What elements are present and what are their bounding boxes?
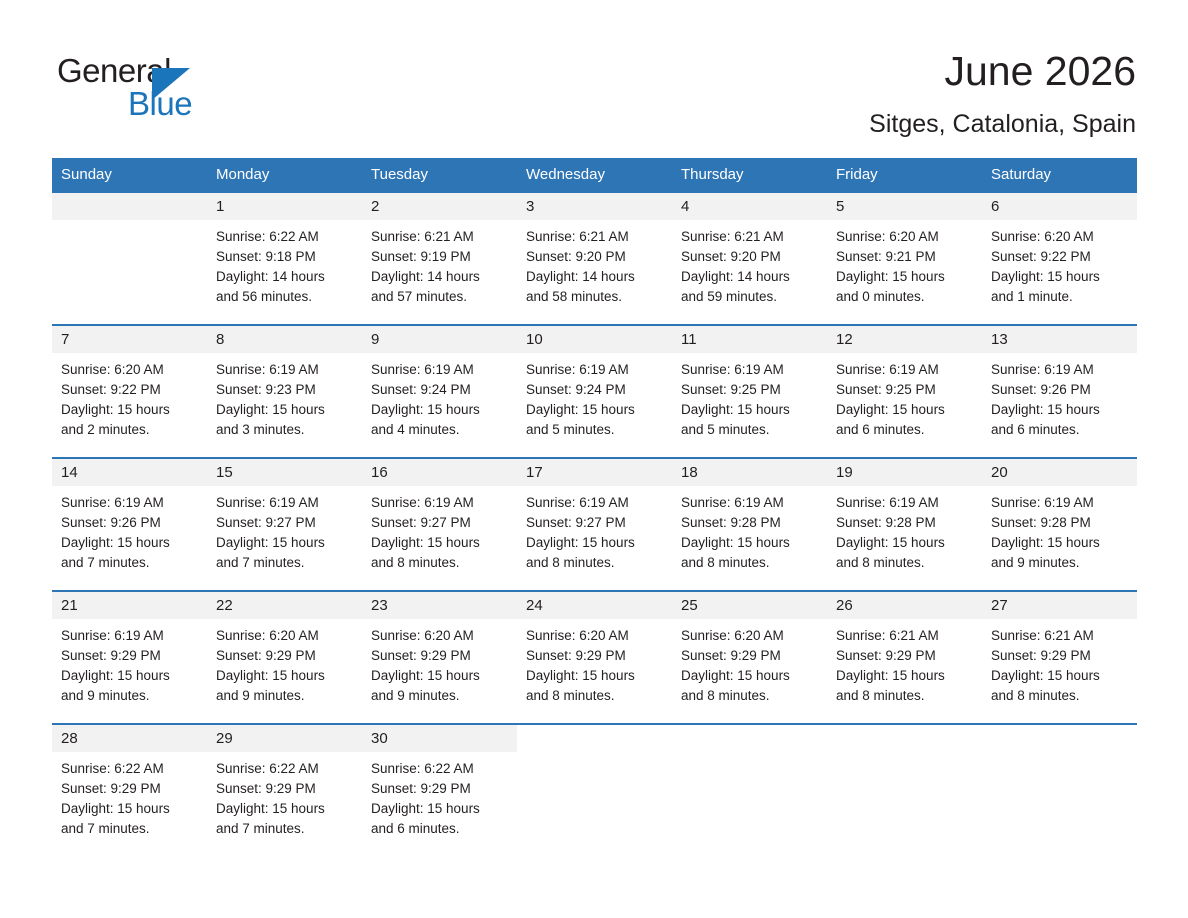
day-cell-empty bbox=[672, 723, 827, 849]
sunrise-text: Sunrise: 6:20 AM bbox=[371, 628, 474, 643]
daylight-text-line1: Daylight: 15 hours bbox=[681, 535, 790, 550]
daylight-text-line2: and 59 minutes. bbox=[681, 289, 778, 304]
day-cell[interactable] bbox=[362, 191, 517, 324]
calendar-cell bbox=[982, 457, 1137, 590]
day-number: 13 bbox=[982, 326, 1137, 353]
day-number: 11 bbox=[672, 326, 827, 353]
day-number: 21 bbox=[52, 592, 207, 619]
sunrise-text: Sunrise: 6:20 AM bbox=[61, 362, 164, 377]
daylight-text-line1: Daylight: 15 hours bbox=[216, 801, 325, 816]
day-cell[interactable] bbox=[207, 723, 362, 849]
day-info bbox=[52, 752, 207, 839]
calendar-cell bbox=[982, 324, 1137, 457]
day-cell[interactable] bbox=[207, 457, 362, 590]
calendar-cell bbox=[827, 457, 982, 590]
day-info bbox=[207, 486, 362, 573]
daylight-text-line1: Daylight: 14 hours bbox=[526, 269, 635, 284]
calendar-cell bbox=[362, 723, 517, 849]
sunrise-text: Sunrise: 6:21 AM bbox=[836, 628, 939, 643]
day-info bbox=[672, 486, 827, 573]
sunset-text: Sunset: 9:22 PM bbox=[61, 382, 161, 397]
sunset-text: Sunset: 9:20 PM bbox=[526, 249, 626, 264]
day-number: 27 bbox=[982, 592, 1137, 619]
day-info bbox=[52, 619, 207, 706]
day-info bbox=[517, 220, 672, 307]
sunrise-text: Sunrise: 6:19 AM bbox=[61, 495, 164, 510]
day-cell-empty bbox=[52, 191, 207, 324]
weekday-header-monday: Monday bbox=[207, 158, 362, 191]
day-number: 14 bbox=[52, 459, 207, 486]
day-cell[interactable] bbox=[982, 457, 1137, 590]
calendar-cell bbox=[207, 457, 362, 590]
sunrise-text: Sunrise: 6:19 AM bbox=[371, 362, 474, 377]
calendar-cell bbox=[517, 723, 672, 849]
sunrise-text: Sunrise: 6:22 AM bbox=[371, 761, 474, 776]
daylight-text-line2: and 2 minutes. bbox=[61, 422, 150, 437]
sunrise-text: Sunrise: 6:19 AM bbox=[681, 362, 784, 377]
sunset-text: Sunset: 9:29 PM bbox=[681, 648, 781, 663]
day-info bbox=[517, 619, 672, 706]
day-cell[interactable] bbox=[362, 590, 517, 723]
day-cell[interactable] bbox=[52, 590, 207, 723]
logo-text-blue: Blue bbox=[128, 85, 193, 122]
day-info bbox=[672, 619, 827, 706]
sunrise-text: Sunrise: 6:20 AM bbox=[836, 229, 939, 244]
day-cell-empty bbox=[982, 723, 1137, 849]
daylight-text-line2: and 3 minutes. bbox=[216, 422, 305, 437]
day-number: 26 bbox=[827, 592, 982, 619]
day-info bbox=[517, 353, 672, 440]
sunset-text: Sunset: 9:26 PM bbox=[991, 382, 1091, 397]
sunrise-text: Sunrise: 6:19 AM bbox=[526, 362, 629, 377]
daylight-text-line2: and 6 minutes. bbox=[371, 821, 460, 836]
calendar-cell bbox=[982, 723, 1137, 849]
calendar-cell bbox=[672, 191, 827, 324]
day-number: 22 bbox=[207, 592, 362, 619]
day-number: 9 bbox=[362, 326, 517, 353]
daylight-text-line1: Daylight: 15 hours bbox=[371, 535, 480, 550]
day-cell[interactable] bbox=[672, 191, 827, 324]
day-cell[interactable] bbox=[362, 324, 517, 457]
daylight-text-line2: and 0 minutes. bbox=[836, 289, 925, 304]
daylight-text-line1: Daylight: 15 hours bbox=[836, 402, 945, 417]
day-cell[interactable] bbox=[827, 457, 982, 590]
calendar-week-row bbox=[52, 457, 1137, 590]
calendar-body bbox=[52, 191, 1137, 849]
day-info bbox=[517, 486, 672, 573]
daylight-text-line1: Daylight: 14 hours bbox=[371, 269, 480, 284]
day-number: 19 bbox=[827, 459, 982, 486]
daylight-text-line1: Daylight: 15 hours bbox=[681, 402, 790, 417]
calendar-cell bbox=[672, 723, 827, 849]
sunset-text: Sunset: 9:20 PM bbox=[681, 249, 781, 264]
daylight-text-line2: and 7 minutes. bbox=[216, 555, 305, 570]
day-info bbox=[52, 353, 207, 440]
sunrise-text: Sunrise: 6:21 AM bbox=[991, 628, 1094, 643]
daylight-text-line1: Daylight: 15 hours bbox=[836, 668, 945, 683]
day-number: 25 bbox=[672, 592, 827, 619]
daylight-text-line2: and 5 minutes. bbox=[526, 422, 615, 437]
sunrise-text: Sunrise: 6:22 AM bbox=[216, 229, 319, 244]
calendar-cell bbox=[517, 191, 672, 324]
daylight-text-line2: and 58 minutes. bbox=[526, 289, 623, 304]
daylight-text-line2: and 7 minutes. bbox=[61, 555, 150, 570]
day-info bbox=[827, 486, 982, 573]
day-number: 3 bbox=[517, 193, 672, 220]
day-cell[interactable] bbox=[207, 324, 362, 457]
sunset-text: Sunset: 9:27 PM bbox=[216, 515, 316, 530]
day-info bbox=[52, 486, 207, 573]
daylight-text-line2: and 1 minute. bbox=[991, 289, 1073, 304]
calendar-cell bbox=[827, 324, 982, 457]
sunrise-text: Sunrise: 6:19 AM bbox=[216, 362, 319, 377]
daylight-text-line2: and 8 minutes. bbox=[526, 688, 615, 703]
daylight-text-line1: Daylight: 15 hours bbox=[61, 535, 170, 550]
page-title: June 2026 bbox=[944, 48, 1136, 94]
sunset-text: Sunset: 9:29 PM bbox=[371, 648, 471, 663]
page-header bbox=[52, 48, 1136, 153]
day-number bbox=[672, 725, 827, 752]
sunset-text: Sunset: 9:23 PM bbox=[216, 382, 316, 397]
daylight-text-line1: Daylight: 15 hours bbox=[836, 269, 945, 284]
calendar-cell bbox=[982, 590, 1137, 723]
sunrise-text: Sunrise: 6:20 AM bbox=[681, 628, 784, 643]
daylight-text-line2: and 7 minutes. bbox=[216, 821, 305, 836]
sunrise-text: Sunrise: 6:19 AM bbox=[681, 495, 784, 510]
calendar-cell bbox=[207, 324, 362, 457]
daylight-text-line1: Daylight: 15 hours bbox=[371, 668, 480, 683]
daylight-text-line2: and 4 minutes. bbox=[371, 422, 460, 437]
day-info bbox=[827, 353, 982, 440]
day-info bbox=[362, 353, 517, 440]
daylight-text-line1: Daylight: 15 hours bbox=[991, 535, 1100, 550]
daylight-text-line2: and 9 minutes. bbox=[991, 555, 1080, 570]
calendar-cell bbox=[517, 457, 672, 590]
day-info bbox=[982, 619, 1137, 706]
day-cell-empty bbox=[827, 723, 982, 849]
calendar-week-row bbox=[52, 723, 1137, 849]
calendar-cell bbox=[672, 324, 827, 457]
sunrise-text: Sunrise: 6:20 AM bbox=[216, 628, 319, 643]
logo-text-general: General bbox=[57, 52, 171, 89]
sunrise-text: Sunrise: 6:22 AM bbox=[61, 761, 164, 776]
daylight-text-line1: Daylight: 15 hours bbox=[991, 269, 1100, 284]
calendar-cell bbox=[517, 324, 672, 457]
day-number: 18 bbox=[672, 459, 827, 486]
day-number bbox=[982, 725, 1137, 752]
day-info bbox=[207, 353, 362, 440]
daylight-text-line1: Daylight: 15 hours bbox=[371, 801, 480, 816]
day-number: 10 bbox=[517, 326, 672, 353]
calendar-week-row bbox=[52, 191, 1137, 324]
calendar-cell bbox=[207, 590, 362, 723]
daylight-text-line1: Daylight: 15 hours bbox=[681, 668, 790, 683]
weekday-header-tuesday: Tuesday bbox=[362, 158, 517, 191]
day-cell[interactable] bbox=[672, 324, 827, 457]
generalblue-logo bbox=[52, 52, 252, 128]
sunrise-text: Sunrise: 6:19 AM bbox=[61, 628, 164, 643]
day-number: 30 bbox=[362, 725, 517, 752]
daylight-text-line1: Daylight: 15 hours bbox=[61, 402, 170, 417]
day-number: 15 bbox=[207, 459, 362, 486]
sunrise-text: Sunrise: 6:19 AM bbox=[216, 495, 319, 510]
daylight-text-line2: and 6 minutes. bbox=[836, 422, 925, 437]
day-cell[interactable] bbox=[672, 590, 827, 723]
day-cell[interactable] bbox=[827, 191, 982, 324]
day-info bbox=[207, 752, 362, 839]
day-info bbox=[207, 619, 362, 706]
sunset-text: Sunset: 9:29 PM bbox=[216, 781, 316, 796]
day-info bbox=[362, 486, 517, 573]
daylight-text-line1: Daylight: 15 hours bbox=[61, 668, 170, 683]
day-number: 12 bbox=[827, 326, 982, 353]
day-cell[interactable] bbox=[517, 590, 672, 723]
weekday-header-thursday: Thursday bbox=[672, 158, 827, 191]
day-cell-empty bbox=[517, 723, 672, 849]
daylight-text-line1: Daylight: 15 hours bbox=[526, 535, 635, 550]
sunset-text: Sunset: 9:22 PM bbox=[991, 249, 1091, 264]
day-cell[interactable] bbox=[982, 191, 1137, 324]
calendar-cell bbox=[982, 191, 1137, 324]
calendar-cell bbox=[362, 191, 517, 324]
day-info bbox=[672, 220, 827, 307]
sunset-text: Sunset: 9:27 PM bbox=[371, 515, 471, 530]
sunrise-text: Sunrise: 6:21 AM bbox=[371, 229, 474, 244]
day-info bbox=[207, 220, 362, 307]
sunset-text: Sunset: 9:18 PM bbox=[216, 249, 316, 264]
sunset-text: Sunset: 9:29 PM bbox=[526, 648, 626, 663]
daylight-text-line2: and 8 minutes. bbox=[371, 555, 460, 570]
day-number: 16 bbox=[362, 459, 517, 486]
sunset-text: Sunset: 9:28 PM bbox=[681, 515, 781, 530]
day-info bbox=[982, 220, 1137, 307]
day-cell[interactable] bbox=[982, 324, 1137, 457]
day-cell[interactable] bbox=[517, 324, 672, 457]
daylight-text-line1: Daylight: 14 hours bbox=[681, 269, 790, 284]
sunrise-text: Sunrise: 6:20 AM bbox=[526, 628, 629, 643]
calendar-cell bbox=[672, 457, 827, 590]
day-number: 4 bbox=[672, 193, 827, 220]
sunset-text: Sunset: 9:27 PM bbox=[526, 515, 626, 530]
day-number: 23 bbox=[362, 592, 517, 619]
daylight-text-line1: Daylight: 15 hours bbox=[526, 668, 635, 683]
day-info bbox=[362, 752, 517, 839]
calendar-cell bbox=[207, 191, 362, 324]
daylight-text-line2: and 8 minutes. bbox=[681, 688, 770, 703]
calendar-table bbox=[52, 158, 1137, 849]
day-number: 6 bbox=[982, 193, 1137, 220]
daylight-text-line2: and 8 minutes. bbox=[991, 688, 1080, 703]
day-info bbox=[362, 220, 517, 307]
day-number bbox=[517, 725, 672, 752]
day-cell[interactable] bbox=[827, 590, 982, 723]
day-number: 8 bbox=[207, 326, 362, 353]
day-cell[interactable] bbox=[517, 191, 672, 324]
sunset-text: Sunset: 9:26 PM bbox=[61, 515, 161, 530]
day-cell[interactable] bbox=[52, 457, 207, 590]
daylight-text-line2: and 8 minutes. bbox=[526, 555, 615, 570]
sunrise-text: Sunrise: 6:20 AM bbox=[991, 229, 1094, 244]
sunset-text: Sunset: 9:29 PM bbox=[61, 781, 161, 796]
day-info bbox=[672, 353, 827, 440]
day-cell[interactable] bbox=[362, 723, 517, 849]
day-number: 1 bbox=[207, 193, 362, 220]
day-cell[interactable] bbox=[52, 723, 207, 849]
sunrise-text: Sunrise: 6:22 AM bbox=[216, 761, 319, 776]
day-cell[interactable] bbox=[362, 457, 517, 590]
daylight-text-line2: and 9 minutes. bbox=[216, 688, 305, 703]
sunrise-text: Sunrise: 6:19 AM bbox=[371, 495, 474, 510]
daylight-text-line1: Daylight: 15 hours bbox=[526, 402, 635, 417]
daylight-text-line2: and 56 minutes. bbox=[216, 289, 313, 304]
day-info bbox=[827, 619, 982, 706]
calendar-cell bbox=[52, 324, 207, 457]
day-number: 2 bbox=[362, 193, 517, 220]
calendar-cell bbox=[362, 457, 517, 590]
day-cell[interactable] bbox=[517, 457, 672, 590]
calendar-week-row bbox=[52, 324, 1137, 457]
day-number: 5 bbox=[827, 193, 982, 220]
sunrise-text: Sunrise: 6:19 AM bbox=[991, 495, 1094, 510]
sunrise-text: Sunrise: 6:19 AM bbox=[836, 362, 939, 377]
day-info bbox=[827, 220, 982, 307]
sunrise-text: Sunrise: 6:19 AM bbox=[526, 495, 629, 510]
daylight-text-line2: and 57 minutes. bbox=[371, 289, 468, 304]
day-info bbox=[982, 486, 1137, 573]
daylight-text-line1: Daylight: 15 hours bbox=[371, 402, 480, 417]
day-number: 17 bbox=[517, 459, 672, 486]
daylight-text-line2: and 9 minutes. bbox=[61, 688, 150, 703]
day-cell[interactable] bbox=[52, 324, 207, 457]
day-number: 29 bbox=[207, 725, 362, 752]
calendar-cell bbox=[827, 723, 982, 849]
calendar-cell bbox=[672, 590, 827, 723]
sunset-text: Sunset: 9:25 PM bbox=[836, 382, 936, 397]
sunset-text: Sunset: 9:28 PM bbox=[836, 515, 936, 530]
calendar-cell bbox=[362, 324, 517, 457]
day-cell[interactable] bbox=[982, 590, 1137, 723]
page-subtitle-location: Sitges, Catalonia, Spain bbox=[869, 110, 1136, 138]
sunrise-text: Sunrise: 6:19 AM bbox=[836, 495, 939, 510]
sunrise-text: Sunrise: 6:21 AM bbox=[681, 229, 784, 244]
daylight-text-line1: Daylight: 15 hours bbox=[991, 402, 1100, 417]
sunset-text: Sunset: 9:24 PM bbox=[371, 382, 471, 397]
sunset-text: Sunset: 9:28 PM bbox=[991, 515, 1091, 530]
calendar-cell bbox=[52, 723, 207, 849]
sunset-text: Sunset: 9:21 PM bbox=[836, 249, 936, 264]
weekday-header-sunday: Sunday bbox=[52, 158, 207, 191]
day-number: 7 bbox=[52, 326, 207, 353]
weekday-header-saturday: Saturday bbox=[982, 158, 1137, 191]
day-number: 20 bbox=[982, 459, 1137, 486]
daylight-text-line1: Daylight: 15 hours bbox=[61, 801, 170, 816]
daylight-text-line2: and 6 minutes. bbox=[991, 422, 1080, 437]
day-cell[interactable] bbox=[207, 191, 362, 324]
day-number bbox=[827, 725, 982, 752]
sunrise-text: Sunrise: 6:21 AM bbox=[526, 229, 629, 244]
weekday-header-wednesday: Wednesday bbox=[517, 158, 672, 191]
day-info bbox=[982, 353, 1137, 440]
daylight-text-line2: and 5 minutes. bbox=[681, 422, 770, 437]
daylight-text-line1: Daylight: 15 hours bbox=[216, 668, 325, 683]
day-number: 24 bbox=[517, 592, 672, 619]
weekday-header-friday: Friday bbox=[827, 158, 982, 191]
day-cell[interactable] bbox=[827, 324, 982, 457]
sunrise-text: Sunrise: 6:19 AM bbox=[991, 362, 1094, 377]
calendar-cell bbox=[362, 590, 517, 723]
calendar-cell bbox=[827, 191, 982, 324]
daylight-text-line2: and 7 minutes. bbox=[61, 821, 150, 836]
daylight-text-line2: and 8 minutes. bbox=[836, 555, 925, 570]
calendar-cell bbox=[52, 457, 207, 590]
daylight-text-line1: Daylight: 14 hours bbox=[216, 269, 325, 284]
daylight-text-line1: Daylight: 15 hours bbox=[836, 535, 945, 550]
calendar-cell bbox=[52, 590, 207, 723]
daylight-text-line1: Daylight: 15 hours bbox=[216, 402, 325, 417]
calendar-cell bbox=[207, 723, 362, 849]
calendar-cell bbox=[517, 590, 672, 723]
daylight-text-line2: and 9 minutes. bbox=[371, 688, 460, 703]
sunset-text: Sunset: 9:29 PM bbox=[216, 648, 316, 663]
calendar-week-row bbox=[52, 590, 1137, 723]
sunset-text: Sunset: 9:19 PM bbox=[371, 249, 471, 264]
day-number: 28 bbox=[52, 725, 207, 752]
sunset-text: Sunset: 9:24 PM bbox=[526, 382, 626, 397]
daylight-text-line2: and 8 minutes. bbox=[681, 555, 770, 570]
daylight-text-line1: Daylight: 15 hours bbox=[991, 668, 1100, 683]
day-number bbox=[52, 193, 207, 220]
daylight-text-line1: Daylight: 15 hours bbox=[216, 535, 325, 550]
sunset-text: Sunset: 9:25 PM bbox=[681, 382, 781, 397]
sunset-text: Sunset: 9:29 PM bbox=[371, 781, 471, 796]
day-info bbox=[362, 619, 517, 706]
calendar-cell bbox=[827, 590, 982, 723]
sunset-text: Sunset: 9:29 PM bbox=[836, 648, 936, 663]
weekday-header-row bbox=[52, 158, 1137, 191]
calendar-cell bbox=[52, 191, 207, 324]
day-cell[interactable] bbox=[207, 590, 362, 723]
sunset-text: Sunset: 9:29 PM bbox=[61, 648, 161, 663]
daylight-text-line2: and 8 minutes. bbox=[836, 688, 925, 703]
day-cell[interactable] bbox=[672, 457, 827, 590]
sunset-text: Sunset: 9:29 PM bbox=[991, 648, 1091, 663]
